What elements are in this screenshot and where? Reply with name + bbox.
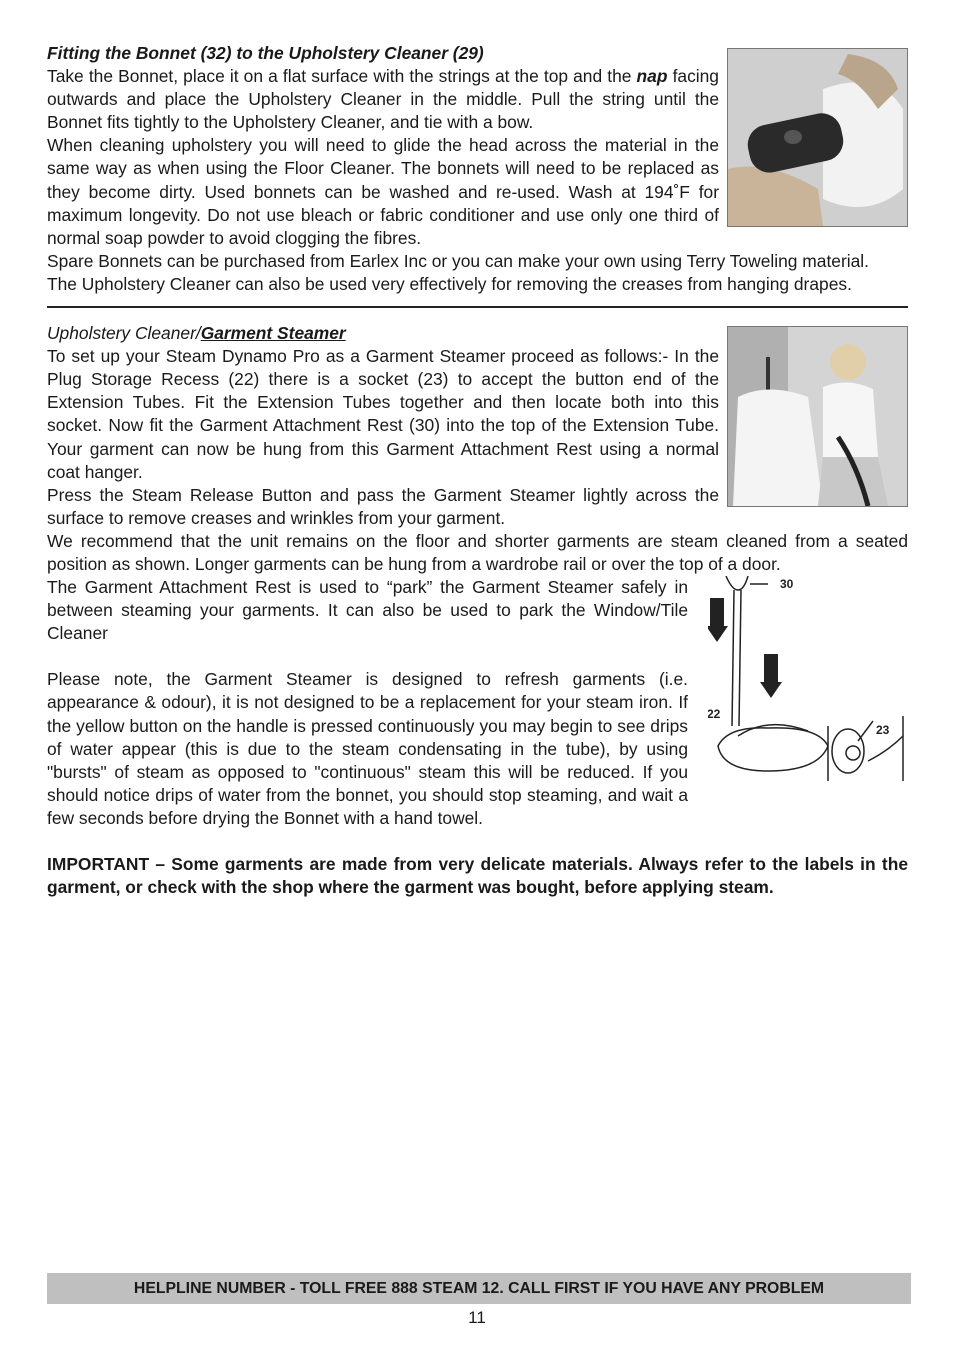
section2-paragraph-4: The Garment Attachment Rest is used to “park” the Garment Steamer safely in between steaming your garments. It can also be used to park the Window/Tile Cleaner [47, 577, 688, 644]
garment-rest-diagram [708, 576, 908, 786]
section-divider [47, 306, 908, 308]
section1-paragraph-3: Spare Bonnets can be purchased from Earlex Inc or you can make your own using Terry Toweling material. [47, 250, 869, 271]
section2-heading: Upholstery Cleaner/Garment Steamer [47, 323, 346, 344]
section1-paragraph-2: When cleaning upholstery you will need to glide the head across the material in the same way as when using the Floor Cleaner. The bonnets will need to be replaced as they become dirty. Used bonnets can be washed and re-used. Wash at 194˚F for maximum longevity. Do not use bleach or fabric conditioner and use only one third of normal soap powder to avoid clogging the fibres. [47, 135, 719, 248]
garment-steamer-photo [727, 326, 908, 507]
woman-steaming-illustration [728, 327, 907, 506]
bonnet-fitting-photo [727, 48, 908, 227]
section1-paragraph-4: The Upholstery Cleaner can also be used very effectively for removing the creases from hanging drapes. [47, 273, 852, 294]
nap-term: nap [636, 66, 668, 87]
section2-paragraph-2: Press the Steam Release Button and pass the Garment Steamer lightly across the surface to remove creases and wrinkles from your garment. [47, 484, 719, 528]
section1-heading: Fitting the Bonnet (32) to the Upholstery Cleaner (29) [47, 43, 484, 63]
diagram-label-22: 22 [708, 707, 721, 722]
section2-paragraph-1: To set up your Steam Dynamo Pro as a Garment Steamer proceed as follows:- In the Plug Storage Recess (22) there is a socket (23) to accept the button end of the Extension Tubes. Fit the Extension Tubes together and then locate both into this socket. Now fit the Garment Attachment Rest (30) into the top of the Extension Tube. Your garment can now be hung from this Garment Attachment Rest using a normal coat hanger. [47, 346, 719, 482]
page-number: 11 [468, 1308, 486, 1327]
diagram-label-30: 30 [780, 577, 794, 592]
important-notice: IMPORTANT – Some garments are made from very delicate materials. Always refer to the labels in the garment, or check with the shop where the garment was bought, before applying steam. [47, 854, 908, 898]
section1-paragraph-1: Take the Bonnet, place it on a flat surface with the strings at the top and the nap facing outwards and place the Upholstery Cleaner in the middle. Pull the string until the Bonnet fits tightly to the Upholstery Cleaner, and tie with a bow. [47, 66, 719, 133]
section2-paragraph-3: We recommend that the unit remains on the floor and shorter garments are steam cleaned from a seated position as shown. Longer garments can be hung from a wardrobe rail or over the top of a door. [47, 530, 908, 574]
diagram-label-23: 23 [876, 723, 890, 738]
section2-paragraph-5: Please note, the Garment Steamer is designed to refresh garments (i.e. appearance & odour), it is not designed to be a replacement for your steam iron. If the yellow button on the handle is pressed continuously you may begin to see drips of water appear (this is due to the steam condensating in the tube), by using "bursts" of steam as opposed to "continuous" steam this will be reduced. If you should notice drips of water from the bonnet, you should stop steaming, and wait a few seconds before drying the Bonnet with a hand towel. [47, 669, 688, 828]
garment-rest-line-drawing [708, 576, 908, 786]
helpline-banner: HELPLINE NUMBER - TOLL FREE 888 STEAM 12. CALL FIRST IF YOU HAVE ANY PROBLEM [47, 1273, 911, 1304]
hands-bonnet-illustration [728, 49, 907, 226]
page-content [47, 42, 908, 899]
